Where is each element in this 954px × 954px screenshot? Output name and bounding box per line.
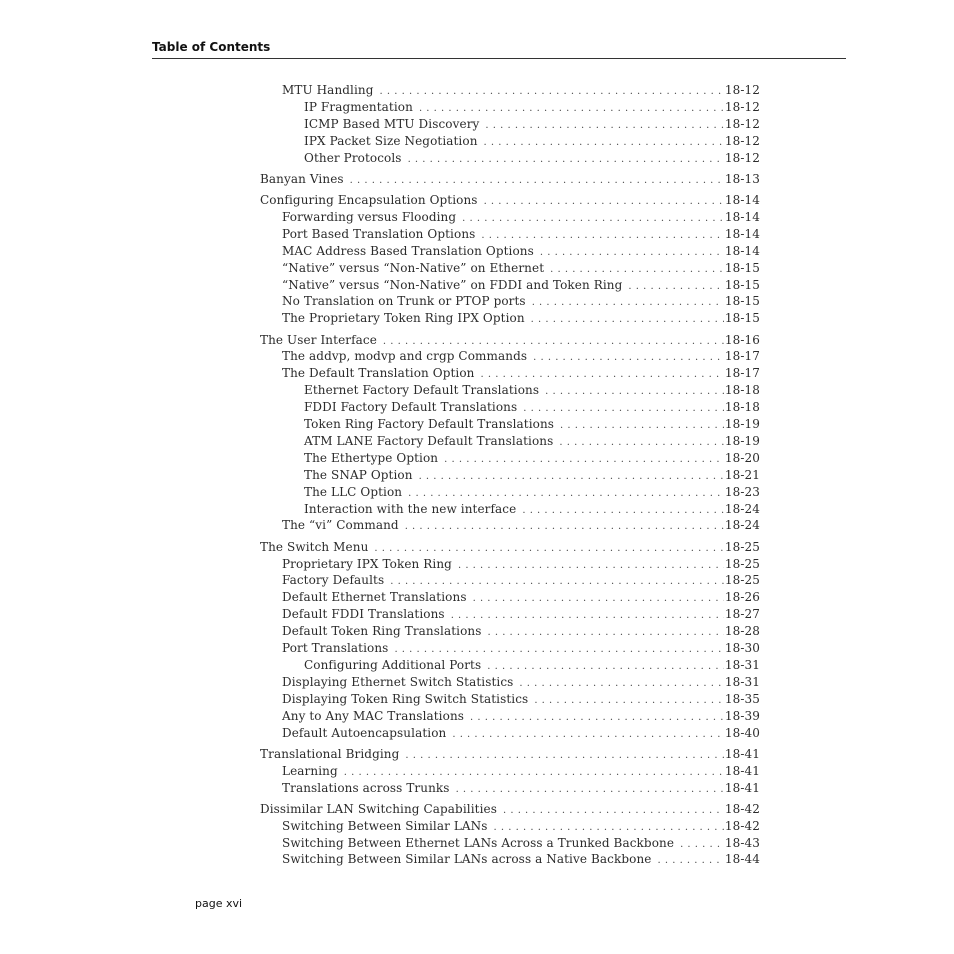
toc-entry-title: Token Ring Factory Default Translations (304, 417, 555, 431)
toc-entry[interactable] (304, 399, 760, 416)
toc-entry-page: 18-20 (724, 450, 760, 465)
dot-leader (532, 294, 724, 311)
dot-leader (519, 675, 723, 692)
toc-entry-page: 18-28 (724, 624, 760, 639)
toc-entry[interactable] (304, 116, 760, 133)
toc-entry[interactable] (304, 416, 760, 433)
toc-entry-title: Default Ethernet Translations (282, 590, 467, 605)
toc-entry-page: 18-14 (724, 209, 760, 224)
dot-leader (523, 400, 724, 417)
dot-leader (484, 134, 724, 151)
header-rule (152, 58, 846, 59)
toc-entry[interactable] (282, 623, 760, 640)
toc-entry-page: 18-17 (724, 366, 760, 381)
toc-entry[interactable] (260, 332, 760, 349)
toc-entry-title: The Switch Menu (260, 539, 369, 554)
dot-leader (503, 802, 724, 819)
toc-entry[interactable] (260, 539, 760, 556)
toc-entry-page: 18-35 (724, 691, 760, 706)
dot-leader (522, 502, 724, 519)
toc-entry-page: 18-14 (724, 193, 760, 207)
toc-entry-title: Configuring Additional Ports (304, 657, 482, 672)
toc-entry[interactable] (282, 243, 760, 260)
dot-leader (444, 451, 724, 468)
dot-leader (484, 193, 724, 210)
toc-entry-title: ATM LANE Factory Default Translations (304, 433, 554, 448)
dot-leader (394, 641, 723, 658)
toc-entry[interactable] (304, 99, 760, 116)
toc-entry-page: 18-42 (724, 801, 760, 816)
toc-entry-page: 18-41 (724, 780, 760, 795)
toc-entry-title: IPX Packet Size Negotiation (304, 133, 478, 148)
dot-leader (452, 726, 724, 743)
toc-entry-title: The Proprietary Token Ring IPX Option (282, 311, 525, 326)
toc-entry[interactable] (282, 763, 760, 780)
toc-entry[interactable] (282, 606, 760, 623)
toc-entry-title: Any to Any MAC Translations (282, 708, 465, 723)
toc-entry[interactable] (304, 150, 760, 167)
dot-leader (559, 434, 724, 451)
toc-entry-title: The LLC Option (304, 484, 403, 499)
toc-entry-title: Interaction with the new interface (304, 501, 517, 516)
toc-entry-title: FDDI Factory Default Translations (304, 400, 518, 415)
toc-entry[interactable] (260, 746, 760, 763)
toc-entry-page: 18-12 (724, 116, 760, 131)
dot-leader (419, 100, 724, 117)
toc-entry[interactable] (304, 450, 760, 467)
dot-leader (405, 518, 724, 535)
toc-entry-title: Switching Between Similar LANs (282, 818, 488, 833)
dot-leader (473, 590, 724, 607)
toc-entry-page: 18-12 (724, 150, 760, 165)
toc-entry-page: 18-12 (724, 83, 760, 97)
dot-leader (405, 747, 724, 764)
dot-leader (419, 468, 724, 485)
page-number: page xvi (195, 897, 243, 910)
toc-entry-page: 18-17 (724, 349, 760, 364)
toc-entry-page: 18-18 (724, 400, 760, 415)
toc-entry-title: Forwarding versus Flooding (282, 209, 457, 224)
toc-entry-page: 18-31 (724, 657, 760, 672)
dot-leader (451, 607, 724, 624)
toc-entry-page: 18-27 (724, 607, 760, 622)
dot-leader (550, 261, 724, 278)
dot-leader (481, 227, 724, 244)
dot-leader (533, 349, 724, 366)
toc-entry-title: Other Protocols (304, 150, 402, 165)
toc-entry[interactable] (282, 851, 760, 868)
dot-leader (485, 117, 724, 134)
toc-entry[interactable] (282, 365, 760, 382)
toc-entry-title: Learning (282, 763, 338, 778)
dot-leader (408, 151, 724, 168)
toc-entry-title: Configuring Encapsulation Options (260, 193, 478, 207)
toc-entry-page: 18-39 (724, 708, 760, 723)
toc-entry[interactable] (282, 293, 760, 310)
toc-entry[interactable] (282, 82, 760, 99)
toc-entry[interactable] (260, 801, 760, 818)
toc-entry[interactable] (304, 484, 760, 501)
toc-entry-page: 18-19 (724, 417, 760, 431)
toc-entry-title: ICMP Based MTU Discovery (304, 116, 480, 131)
toc-entry[interactable] (260, 171, 760, 188)
toc-entry-page: 18-12 (724, 133, 760, 148)
dot-leader (628, 278, 723, 295)
toc-entry-page: 18-43 (724, 835, 760, 850)
toc-entry-title: Switching Between Similar LANs across a Native Backbone (282, 852, 652, 867)
dot-leader (658, 852, 724, 869)
toc-entry-title: Proprietary IPX Token Ring (282, 556, 452, 571)
dot-leader (408, 485, 724, 502)
dot-leader (462, 210, 724, 227)
toc-entry-page: 18-15 (724, 277, 760, 292)
dot-leader (494, 819, 724, 836)
dot-leader (487, 624, 723, 641)
toc-entry[interactable] (282, 640, 760, 657)
toc-entry-page: 18-15 (724, 260, 760, 275)
toc-entry-title: “Native” versus “Non-Native” on FDDI and Token Ring (282, 277, 623, 292)
toc-entry-title: The Default Translation Option (282, 366, 475, 381)
toc-entry[interactable] (282, 818, 760, 835)
toc-entry-title: IP Fragmentation (304, 99, 413, 114)
toc-entry-title: Translational Bridging (260, 746, 400, 761)
toc-entry-page: 18-41 (724, 763, 760, 778)
toc-entry[interactable] (282, 589, 760, 606)
toc-entry-page: 18-24 (724, 518, 760, 533)
toc-entry-title: The Ethertype Option (304, 450, 439, 465)
dot-leader (470, 709, 724, 726)
toc-entry-page: 18-40 (724, 725, 760, 740)
toc-entry[interactable] (282, 226, 760, 243)
header-title: Table of Contents (152, 40, 271, 54)
toc-entry-page: 18-25 (724, 573, 760, 588)
toc-entry-page: 18-44 (724, 852, 760, 867)
toc-entry-title: Port Based Translation Options (282, 226, 476, 241)
toc-entry-page: 18-25 (724, 556, 760, 571)
dot-leader (545, 383, 724, 400)
toc-entry[interactable] (304, 133, 760, 150)
toc-entry-page: 18-14 (724, 243, 760, 258)
toc-entry-title: Displaying Token Ring Switch Statistics (282, 691, 529, 706)
toc-entry-title: Factory Defaults (282, 573, 385, 588)
toc-entry-page: 18-16 (724, 332, 760, 347)
toc-entry-title: The “vi” Command (282, 518, 399, 533)
toc-entry[interactable] (282, 277, 760, 294)
toc-entry[interactable] (304, 467, 760, 484)
toc-entry-page: 18-24 (724, 501, 760, 516)
toc-entry[interactable] (304, 657, 760, 674)
toc-entry[interactable] (282, 674, 760, 691)
toc-entry-page: 18-14 (724, 226, 760, 241)
toc-entry[interactable] (282, 348, 760, 365)
dot-leader (560, 417, 724, 434)
toc-entry-title: Banyan Vines (260, 171, 344, 186)
toc-entry-title: MAC Address Based Translation Options (282, 243, 534, 258)
toc-entry[interactable] (282, 517, 760, 534)
toc-entry-page: 18-21 (724, 467, 760, 482)
dot-leader (531, 311, 724, 328)
dot-leader (487, 658, 724, 675)
dot-leader (458, 557, 724, 574)
toc-entry-title: Displaying Ethernet Switch Statistics (282, 674, 514, 689)
dot-leader (456, 781, 724, 798)
dot-leader (540, 244, 724, 261)
dot-leader (680, 836, 724, 853)
toc-entry-title: No Translation on Trunk or PTOP ports (282, 294, 526, 309)
toc-entry-page: 18-31 (724, 674, 760, 689)
toc-entry-page: 18-41 (724, 746, 760, 761)
toc-entry[interactable] (282, 310, 760, 327)
toc-entry-title: Port Translations (282, 641, 389, 655)
toc-entry[interactable] (282, 725, 760, 742)
toc-entry-page: 18-23 (724, 484, 760, 499)
toc-entry-page: 18-15 (724, 311, 760, 326)
toc-entry[interactable] (282, 572, 760, 589)
toc-entry-page: 18-12 (724, 99, 760, 114)
dot-leader (481, 366, 724, 383)
toc-entry-page: 18-19 (724, 433, 760, 448)
toc-entry-title: Translations across Trunks (282, 780, 450, 795)
toc-entry[interactable] (282, 708, 760, 725)
toc-entry[interactable] (282, 780, 760, 797)
dot-leader (350, 172, 724, 189)
dot-leader (380, 83, 724, 100)
dot-leader (383, 333, 724, 350)
toc-entry-page: 18-26 (724, 590, 760, 605)
dot-leader (374, 540, 723, 557)
toc-entry[interactable] (282, 556, 760, 573)
dot-leader (534, 692, 724, 709)
toc-entry-page: 18-15 (724, 294, 760, 309)
toc-entry[interactable] (282, 691, 760, 708)
toc-entry[interactable] (304, 433, 760, 450)
toc-entry-page: 18-18 (724, 383, 760, 398)
toc-entry-title: The User Interface (260, 332, 377, 347)
dot-leader (344, 764, 724, 781)
toc-entry-title: The SNAP Option (304, 467, 413, 482)
toc-entry-title: Dissimilar LAN Switching Capabilities (260, 801, 497, 816)
toc-entry[interactable] (304, 382, 760, 399)
toc-entry-title: MTU Handling (282, 83, 374, 97)
toc-entry-page: 18-42 (724, 818, 760, 833)
dot-leader (390, 573, 724, 590)
toc-entry-title: Switching Between Ethernet LANs Across a Trunked Backbone (282, 835, 675, 850)
toc-entry-title: Default Autoencapsulation (282, 725, 447, 740)
toc-entry[interactable] (282, 209, 760, 226)
toc-entry-title: Ethernet Factory Default Translations (304, 383, 540, 398)
toc-entry[interactable] (282, 260, 760, 277)
toc-entry[interactable] (282, 835, 760, 852)
toc-entry-title: Default FDDI Translations (282, 607, 445, 622)
toc-entry-title: “Native” versus “Non-Native” on Ethernet (282, 260, 545, 275)
toc-entry-page: 18-25 (724, 539, 760, 554)
toc-entry[interactable] (304, 501, 760, 518)
toc-entry[interactable] (260, 192, 760, 209)
toc-entry-title: Default Token Ring Translations (282, 624, 482, 639)
toc-entry-page: 18-13 (724, 171, 760, 186)
toc-entry-page: 18-30 (724, 641, 760, 655)
toc-entry-title: The addvp, modvp and crgp Commands (282, 349, 528, 364)
